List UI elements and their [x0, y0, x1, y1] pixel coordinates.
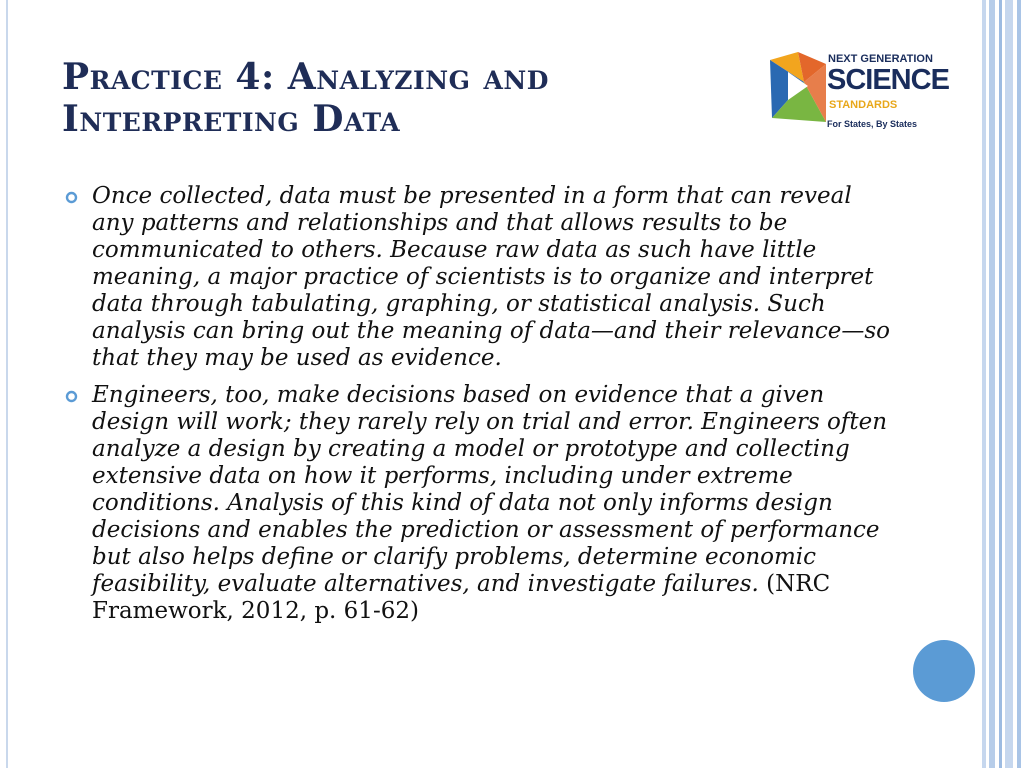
decorative-bar [982, 0, 986, 768]
title-line-2: Interpreting Data [62, 98, 401, 140]
slide-title [62, 56, 712, 140]
title-line-1: Practice 4: Analyzing and [62, 56, 549, 98]
decorative-bar [1005, 0, 1013, 768]
bullet-item [62, 382, 892, 625]
citation: (NRC Framework, 2012, p. 61-62) [92, 571, 831, 624]
logo-main-text: SCIENCE [827, 64, 949, 96]
decorative-bar [1017, 0, 1021, 768]
ngss-logo-mark-icon [768, 52, 830, 128]
decorative-bar [999, 0, 1002, 768]
bullet-list [62, 183, 892, 635]
bullet-body: Once collected, data must be presented in a form that can reveal any patterns and relationships and that allows results to be communicated to others. Because raw data as such have little meaning, a major practice of scientists is to organize and interpret data through tabulating, graphing, or statistical analysis. Such analysis can bring out the meaning of data—and their relevance—so that they may be used as evidence. [92, 183, 891, 371]
bullet-item [62, 183, 892, 372]
ring-bullet-icon [65, 390, 78, 403]
ngss-logo [768, 52, 949, 132]
right-decorative-bars [980, 0, 1024, 768]
ring-bullet-icon [65, 191, 78, 204]
bullet-body: Engineers, too, make decisions based on evidence that a given design will work; they rarely rely on trial and error. Engineers often analyze a design by creating a model or prototype and collecting extensive data on how it performs, including under extreme conditions. Analysis of this kind of data not only informs design decisions and enables the prediction or assessment of performance but also helps define or clarify problems, determine economic feasibility, evaluate alternatives, and investigate failures. [92, 382, 888, 597]
bullet-text [92, 183, 892, 372]
decorative-bar [989, 0, 995, 768]
logo-top-text: NEXT GENERATION [828, 53, 933, 65]
left-border-line [6, 0, 8, 768]
logo-standards-text: STANDARDS [829, 99, 898, 111]
decorative-circle [913, 640, 975, 702]
bullet-text [92, 382, 892, 625]
logo-tagline: For States, By States [827, 119, 918, 129]
